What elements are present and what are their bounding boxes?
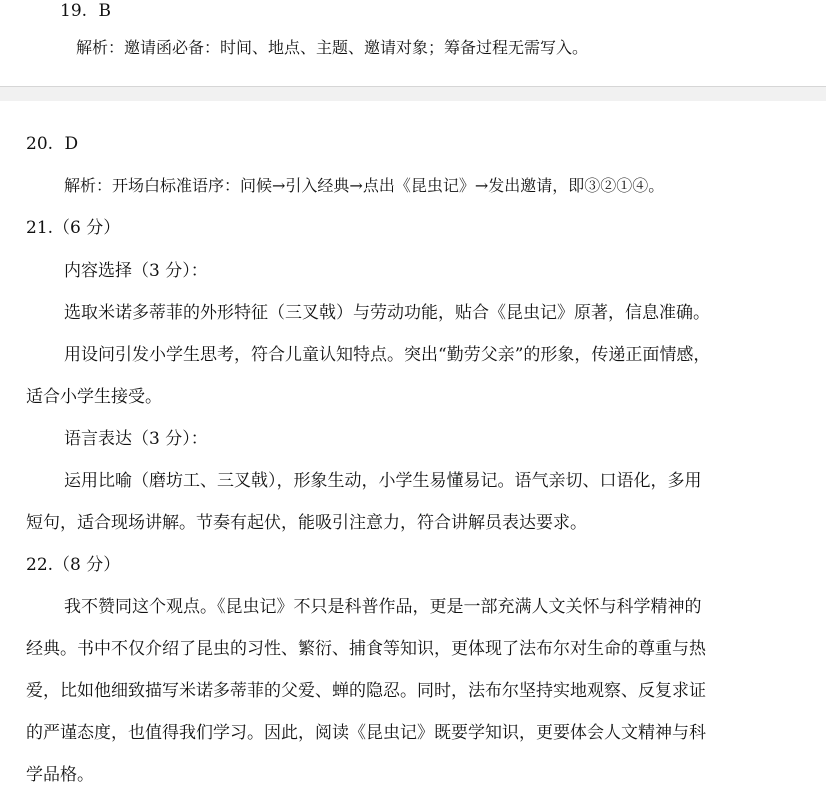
q22-line-5: 学品格。 xyxy=(26,765,94,785)
q21-header: 21.（6 分） xyxy=(26,218,121,238)
q21-language-line-1: 运用比喻（磨坊工、三叉戟），形象生动，小学生易懂易记。语气亲切、口语化，多用 xyxy=(64,471,702,491)
q20-analysis: 解析：开场白标准语序：问候→引入经典→点出《昆虫记》→发出邀请，即③②①④。 xyxy=(64,176,665,195)
q19-analysis: 解析：邀请函必备：时间、地点、主题、邀请对象；筹备过程无需写入。 xyxy=(76,38,589,57)
q19-number: 19. xyxy=(60,1,88,21)
q21-language-line-2: 短句，适合现场讲解。节奏有起伏，能吸引注意力，符合讲解员表达要求。 xyxy=(26,513,587,533)
q21-content-title: 内容选择（3 分）： xyxy=(64,261,208,281)
previous-page-section xyxy=(0,0,826,87)
q21-content-line-2: 用设问引发小学生思考，符合儿童认知特点。突出“勤劳父亲”的形象，传递正面情感， xyxy=(64,345,711,365)
q21-language-title: 语言表达（3 分）： xyxy=(64,429,208,449)
q22-line-1: 我不赞同这个观点。《昆虫记》不只是科普作品，更是一部充满人文关怀与科学精神的 xyxy=(64,597,702,617)
q22-line-2: 经典。书中不仅介绍了昆虫的习性、繁衍、捕食等知识，更体现了法布尔对生命的尊重与热 xyxy=(26,639,706,659)
q20-answer: D xyxy=(64,134,79,154)
q19-heading xyxy=(60,0,111,22)
page-gap xyxy=(0,87,826,101)
q21-content-line-1: 选取米诺多蒂菲的外形特征（三叉戟）与劳动功能，贴合《昆虫记》原著，信息准确。 xyxy=(64,303,710,323)
q21-content-line-3: 适合小学生接受。 xyxy=(26,387,162,407)
q22-line-4: 的严谨态度，也值得我们学习。因此，阅读《昆虫记》既要学知识，更要体会人文精神与科 xyxy=(26,723,706,743)
q19-answer: B xyxy=(98,1,111,21)
q22-header: 22.（8 分） xyxy=(26,555,121,575)
q22-line-3: 爱，比如他细致描写米诺多蒂菲的父爱、蝉的隐忍。同时，法布尔坚持实地观察、反复求证 xyxy=(26,681,706,701)
q20-heading xyxy=(26,133,78,155)
q20-number: 20. xyxy=(26,134,54,154)
